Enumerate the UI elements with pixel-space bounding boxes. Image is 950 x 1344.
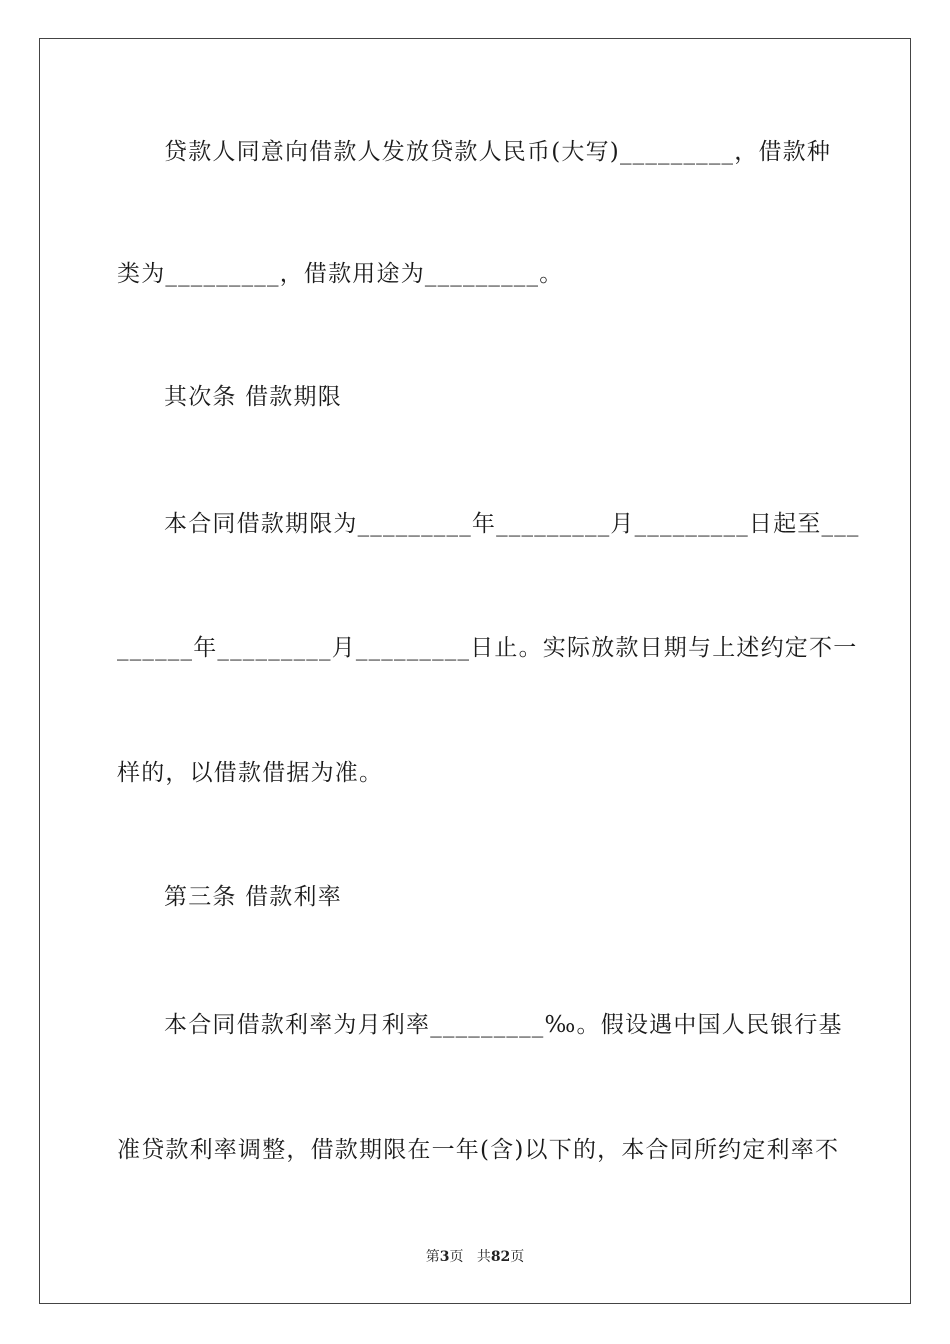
paragraph-line: 本合同借款期限为_________年_________月_________日起至___ <box>164 511 860 537</box>
section-heading-term: 其次条 借款期限 <box>164 384 342 410</box>
footer-page-suffix: 页 <box>449 1249 464 1265</box>
paragraph-line: 类为_________，借款用途为_________。 <box>117 261 564 287</box>
footer-total-pages: 82 <box>490 1249 511 1265</box>
footer-page-prefix: 第 <box>425 1249 440 1265</box>
paragraph-line: 准贷款利率调整，借款期限在一年(含)以下的，本合同所约定利率不 <box>117 1137 840 1163</box>
footer-page-number: 3 <box>439 1249 450 1265</box>
paragraph-line: 贷款人同意向借款人发放贷款人民币(大写)_________，借款种 <box>164 139 832 165</box>
paragraph-line: 本合同借款利率为月利率_________‰。假设遇中国人民银行基 <box>164 1012 843 1038</box>
page-footer <box>0 1246 950 1266</box>
footer-total-suffix: 页 <box>510 1249 525 1265</box>
paragraph-line: 样的，以借款借据为准。 <box>117 760 384 786</box>
section-heading-rate: 第三条 借款利率 <box>164 884 342 910</box>
footer-total-prefix: 共 <box>476 1249 491 1265</box>
page-border <box>39 38 911 1304</box>
paragraph-line: ______年_________月_________日止。实际放款日期与上述约定不一 <box>117 635 858 661</box>
